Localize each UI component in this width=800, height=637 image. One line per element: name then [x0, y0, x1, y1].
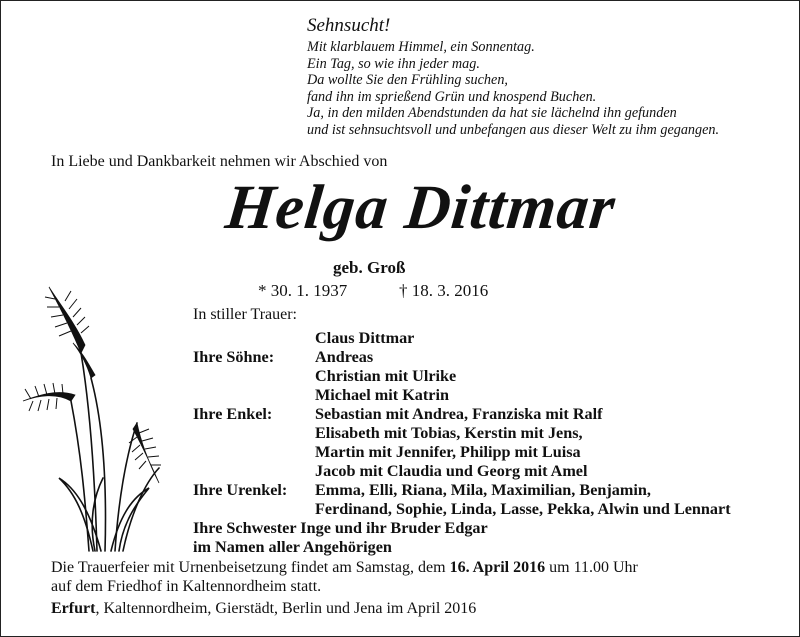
- spouse-name: Claus Dittmar: [315, 329, 415, 347]
- wheat-awns: [25, 383, 63, 411]
- birth-date: * 30. 1. 1937: [258, 281, 348, 300]
- wheat-ear: [133, 423, 159, 483]
- wheat-ears-icon: [19, 283, 169, 553]
- son-entry: Andreas: [315, 348, 374, 366]
- sons-label: Ihre Söhne:: [193, 348, 275, 366]
- grandchild-entry: Martin mit Jennifer, Philipp mit Luisa: [315, 443, 581, 461]
- deceased-name: Helga Dittmar: [222, 172, 619, 242]
- service-time: um 11.00 Uhr: [545, 559, 638, 576]
- place-city: Erfurt: [51, 600, 96, 617]
- grandchild-entry: Sebastian mit Andrea, Franziska mit Ralf: [315, 405, 603, 423]
- poem-line: Mit klarblauem Himmel, ein Sonnentag.: [307, 39, 535, 55]
- mourning-label: In stiller Trauer:: [193, 306, 297, 323]
- maiden-name: geb. Groß: [333, 258, 406, 277]
- wheat-stalk: [123, 468, 159, 551]
- poem-line: Ein Tag, so wie ihn jeder mag.: [307, 55, 480, 72]
- siblings-line: Ihre Schwester Inge und ihr Bruder Edgar: [193, 519, 488, 537]
- grandchild-entry: Jacob mit Claudia und Georg mit Amel: [315, 462, 588, 480]
- poem-title: Sehnsucht!: [307, 15, 391, 36]
- place-rest: , Kaltennordheim, Gierstädt, Berlin und Jena im April 2016: [95, 600, 477, 617]
- great-grandchild-entry: Ferdinand, Sophie, Linda, Lasse, Pekka, Alwin und Lennart: [315, 500, 731, 518]
- service-date: 16. April 2016: [449, 559, 546, 576]
- wheat-leaf: [111, 488, 149, 551]
- intro-text: In Liebe und Dankbarkeit nehmen wir Abschied von: [51, 153, 388, 170]
- poem-line: Ja, in den milden Abendstunden da hat sie lächelnd ihn gefunden: [307, 105, 677, 122]
- service-line-2: auf dem Friedhof in Kaltennordheim statt.: [51, 578, 322, 595]
- grandchild-entry: Elisabeth mit Tobias, Kerstin mit Jens,: [315, 424, 583, 442]
- poem: [307, 39, 719, 139]
- wheat-stalk: [71, 401, 89, 551]
- service-line-1: [51, 558, 638, 577]
- poem-line: fand ihn im sprießend Grün und knospend Buchen.: [307, 88, 597, 105]
- wheat-stalk: [81, 353, 97, 551]
- great-grandchild-entry: Emma, Elli, Riana, Mila, Maximilian, Benjamin,: [315, 481, 651, 499]
- service-info: [51, 558, 638, 596]
- death-date: † 18. 3. 2016: [399, 281, 489, 300]
- poem-line: und ist sehnsuchtsvoll und unbefangen aus dieser Welt zu ihm gegangen.: [307, 121, 720, 138]
- son-entry: Michael mit Katrin: [315, 386, 449, 404]
- great-grandchildren-label: Ihre Urenkel:: [193, 481, 288, 499]
- poem-line: Da wollte Sie den Frühling suchen,: [307, 72, 508, 89]
- all-relatives-line: im Namen aller Angehörigen: [193, 538, 392, 556]
- son-entry: Christian mit Ulrike: [315, 367, 457, 385]
- grandchildren-label: Ihre Enkel:: [193, 405, 273, 423]
- wheat-stalk: [115, 423, 137, 551]
- service-text: Die Trauerfeier mit Urnenbeisetzung findet am Samstag, dem: [51, 559, 450, 576]
- place-date-line: [51, 600, 476, 618]
